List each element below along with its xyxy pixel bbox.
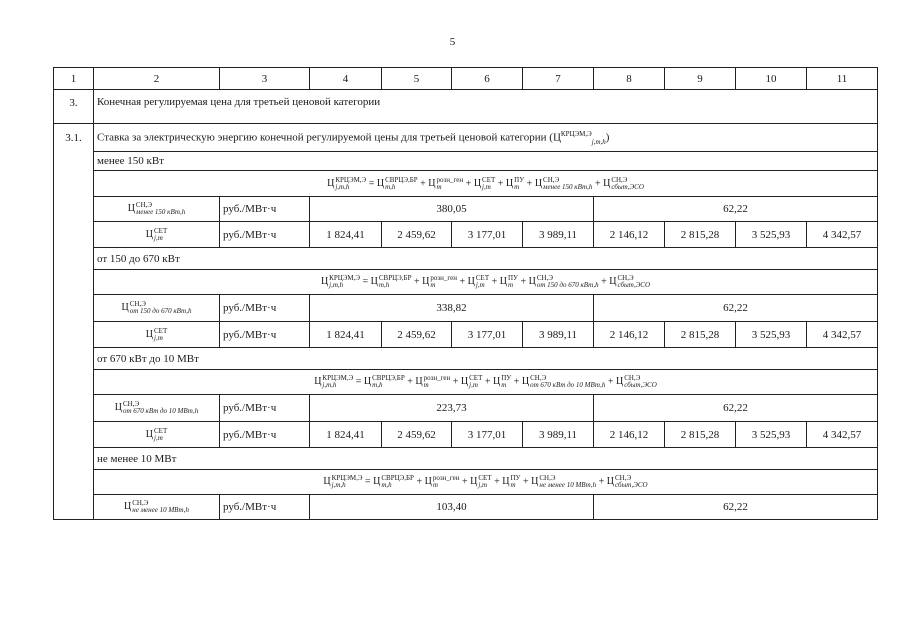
symbol-indices	[514, 177, 524, 191]
formula-symbol	[522, 376, 605, 387]
set-value: 2 815,28	[665, 222, 736, 248]
symbol-sub: m,h	[378, 281, 390, 289]
set-value: 1 824,41	[310, 222, 382, 248]
symbol-main: Ц	[327, 177, 335, 189]
symbol-sup: СЕТ	[469, 374, 483, 382]
symbol-main: Ц	[363, 376, 372, 388]
symbol-sup: СН,Э	[123, 400, 140, 408]
symbol-indices	[508, 275, 518, 289]
plus-sign: +	[413, 276, 420, 288]
formula-symbol	[314, 376, 353, 387]
sn-rate-label	[94, 295, 220, 322]
formula-symbol	[373, 476, 414, 487]
symbol-sup: СЕТ	[154, 426, 168, 435]
sn-rate-row	[54, 197, 878, 222]
formula-row	[54, 171, 878, 197]
formula-symbol	[607, 476, 648, 487]
symbol-main: Ц	[609, 276, 617, 288]
header-cell: 9	[665, 68, 736, 90]
symbol-main: Ц	[424, 476, 432, 488]
title-close: )	[605, 131, 610, 144]
section-number: 3.	[54, 90, 94, 124]
group-title-row	[54, 448, 878, 470]
unit-cell: руб./МВт·ч	[220, 222, 310, 248]
symbol-main: Ц	[422, 276, 430, 288]
formula-row	[54, 370, 878, 395]
set-value: 3 177,01	[452, 322, 523, 348]
symbol-sub: m	[507, 281, 514, 289]
symbol-indices	[332, 475, 363, 489]
section-title: Конечная регулируемая цена для третьей ценовой категории	[94, 90, 878, 124]
formula-symbol	[364, 376, 405, 387]
formula-symbol	[371, 276, 412, 287]
symbol-main: Ц	[127, 203, 135, 215]
set-value: 3 177,01	[452, 222, 523, 248]
plus-sign: +	[601, 276, 607, 288]
symbol-sub: j,m	[154, 333, 163, 342]
formula-symbol	[609, 276, 650, 287]
symbol-main: Ц	[534, 177, 543, 189]
plus-sign: +	[459, 276, 466, 288]
sn-rate-label	[94, 197, 220, 222]
symbol-indices	[482, 177, 495, 191]
formula-symbol	[500, 276, 518, 287]
symbol-sub: сбыт,ЭСО	[617, 281, 651, 289]
formula	[94, 270, 878, 295]
symbol-sup: СЕТ	[154, 326, 168, 335]
set-value: 2 459,62	[382, 322, 452, 348]
set-rate-row	[54, 222, 878, 248]
sn-rate-value: 103,40	[310, 495, 594, 520]
symbol-main: Ц	[320, 276, 329, 288]
symbol-main: Ц	[323, 476, 331, 488]
unit-cell: руб./МВт·ч	[220, 322, 310, 348]
set-value: 3 525,93	[736, 422, 807, 448]
symbol-sub: менее 150 кВт,h	[135, 208, 186, 216]
symbol-sup: СЕТ	[475, 274, 490, 282]
symbol-main: Ц	[467, 276, 475, 288]
symbol-main: Ц	[470, 476, 478, 488]
symbol-sub: не менее 10 МВт,h	[539, 481, 597, 489]
group-title-row	[54, 248, 878, 270]
plus-sign: +	[520, 276, 527, 288]
section-title-text: Ставка за электрическую энергию конечной регулируемой цены для третьей ценовой категории (Ц	[97, 131, 561, 144]
formula-symbol	[425, 476, 460, 487]
formula-row	[54, 270, 878, 295]
formula-symbol	[428, 175, 464, 191]
plus-sign: +	[420, 177, 426, 189]
symbol-sub: сбыт,ЭСО	[611, 182, 644, 191]
symbol-indices	[154, 328, 167, 342]
plus-sign: +	[465, 177, 472, 189]
group-title-row	[54, 348, 878, 370]
header-cell: 11	[807, 68, 878, 90]
formula-symbol	[534, 175, 593, 191]
symbol-sup: ПУ	[507, 274, 518, 282]
plus-sign: +	[526, 177, 533, 189]
symbol-main: Ц	[415, 376, 423, 388]
set-rate-label	[94, 222, 220, 248]
set-value: 3 525,93	[736, 222, 807, 248]
symbol-sub: от 670 кВт до 10 МВт,h	[530, 381, 606, 389]
symbol-indices	[437, 177, 464, 191]
formula-symbol	[461, 376, 482, 387]
section-3-row	[54, 90, 878, 124]
header-cell: 3	[220, 68, 310, 90]
symbol-main: Ц	[428, 177, 436, 189]
symbol-sup: СН,Э	[536, 274, 553, 282]
symbol-sup: СН,Э	[611, 175, 628, 184]
title-sup: КРЦЭМ,Э	[560, 129, 592, 138]
sn-rate-label	[94, 495, 220, 520]
plus-sign: +	[607, 376, 614, 388]
formula-symbol	[145, 226, 168, 242]
symbol-indices	[510, 475, 520, 489]
formula	[94, 470, 878, 495]
symbol-sup: СН,Э	[539, 474, 556, 482]
set-value: 2 146,12	[594, 222, 665, 248]
header-cell: 4	[310, 68, 382, 90]
symbol-sup: СН,Э	[543, 175, 560, 184]
symbol-main: Ц	[114, 402, 122, 414]
symbol-sub: m,h	[385, 182, 396, 191]
symbol-sup: КРЦЭМ,Э	[322, 374, 354, 382]
sn-rate-value: 223,73	[310, 395, 594, 422]
sn-rate-value: 338,82	[310, 295, 594, 322]
plus-sign: +	[594, 177, 601, 189]
symbol-indices	[130, 301, 192, 315]
symbol-indices	[478, 475, 491, 489]
symbol-sup: СН,Э	[615, 474, 632, 482]
symbol-main: Ц	[373, 476, 381, 488]
set-value: 3 989,11	[523, 322, 594, 348]
sn-rate-row	[54, 395, 878, 422]
symbol-sup: розн_ген	[432, 474, 460, 482]
symbol-sub: m,h	[372, 381, 383, 389]
symbol-sup: розн_ген	[430, 274, 457, 282]
symbol-indices	[543, 177, 592, 191]
symbol-main: Ц	[124, 501, 132, 513]
sn-rate-row	[54, 295, 878, 322]
formula-symbol	[124, 501, 189, 512]
symbol-indices	[154, 428, 167, 442]
section-title	[94, 124, 878, 152]
symbol-main: Ц	[473, 177, 482, 189]
plus-sign: +	[416, 476, 423, 488]
symbol-main: Ц	[615, 376, 624, 388]
symbol-sup: СЕТ	[154, 226, 168, 235]
group-title-row	[54, 152, 878, 171]
plus-sign: +	[491, 276, 498, 288]
symbol-indices	[537, 275, 599, 289]
symbol-indices	[430, 275, 457, 289]
symbol-sub: m	[430, 281, 436, 289]
group-title: от 150 до 670 кВт	[94, 248, 878, 270]
plus-sign: +	[461, 476, 468, 488]
symbol-sub: j,m,h	[335, 182, 350, 191]
symbol-indices	[617, 275, 650, 289]
set-value: 3 177,01	[452, 422, 523, 448]
set-rate-label	[94, 422, 220, 448]
symbol-sup: СВРЦЭ,БР	[385, 175, 418, 184]
symbol-indices	[132, 500, 189, 514]
symbol-sub: j,m,h	[331, 481, 346, 489]
set-rate-row	[54, 422, 878, 448]
symbol-indices	[615, 475, 648, 489]
symbol-sub: j,m	[478, 481, 488, 489]
set-value: 2 815,28	[665, 422, 736, 448]
symbol-main: Ц	[531, 476, 539, 488]
unit-cell: руб./МВт·ч	[220, 395, 310, 422]
symbol-sup: СВРЦЭ,БР	[378, 274, 412, 282]
symbol-sub: от 150 до 670 кВт,h	[129, 307, 192, 315]
symbol-sub: j,m	[469, 381, 478, 389]
symbol-sup: ПУ	[501, 374, 512, 382]
formula-symbol	[321, 276, 360, 287]
set-value: 1 824,41	[310, 322, 382, 348]
plus-sign: +	[513, 376, 520, 388]
unit-cell: руб./МВт·ч	[220, 295, 310, 322]
symbol-sup: СЕТ	[478, 474, 492, 482]
header-cell: 6	[452, 68, 523, 90]
unit-cell: руб./МВт·ч	[220, 422, 310, 448]
set-value: 2 815,28	[665, 322, 736, 348]
symbol-sub: от 150 до 670 кВт,h	[536, 281, 599, 289]
equals-sign: =	[362, 276, 369, 288]
symbol-indices	[433, 475, 460, 489]
symbol-indices	[385, 177, 418, 191]
symbol-main: Ц	[460, 376, 469, 388]
symbol-sup: ПУ	[510, 474, 521, 482]
plus-sign: +	[522, 476, 529, 488]
formula-symbol	[323, 476, 362, 487]
symbol-main: Ц	[145, 328, 153, 340]
group-title: не менее 10 МВт	[94, 448, 878, 470]
header-cell: 5	[382, 68, 452, 90]
symbol-sup: КРЦЭМ,Э	[335, 175, 367, 184]
formula-symbol	[145, 426, 168, 442]
symbol-sub: m	[501, 381, 507, 389]
symbol-sup: розн_ген	[423, 374, 451, 382]
symbol-sub: m,h	[381, 481, 392, 489]
symbol-sub: j,m	[482, 182, 491, 191]
symbol-indices	[136, 202, 185, 216]
header-cell: 2	[94, 68, 220, 90]
symbol-indices	[476, 275, 489, 289]
symbol-sub: m	[432, 481, 438, 489]
symbol-sup: СН,Э	[624, 374, 641, 382]
set-value: 2 146,12	[594, 422, 665, 448]
symbol-sup: ПУ	[514, 175, 525, 184]
symbol-sup: СН,Э	[132, 499, 149, 507]
equals-sign: =	[368, 177, 375, 189]
set-value: 3 989,11	[523, 422, 594, 448]
symbol-sub: j,m,h	[322, 381, 337, 389]
header-cell: 10	[736, 68, 807, 90]
symbol-sup: СВРЦЭ,БР	[381, 474, 414, 482]
set-value: 2 459,62	[382, 222, 452, 248]
symbol-indices	[424, 375, 451, 389]
symbol-main: Ц	[145, 228, 153, 240]
plus-sign: +	[598, 476, 605, 488]
formula-symbol	[422, 276, 457, 287]
symbol-main: Ц	[606, 476, 614, 488]
symbol-sup: СН,Э	[129, 300, 146, 308]
sbyt-value: 62,22	[594, 295, 878, 322]
symbol-sup: СН,Э	[530, 374, 547, 382]
symbol-sub: j,m	[154, 233, 163, 242]
group-title: от 670 кВт до 10 МВт	[94, 348, 878, 370]
formula-symbol	[502, 476, 520, 487]
formula-symbol	[468, 276, 489, 287]
plus-sign: +	[407, 376, 413, 388]
symbol-main: Ц	[493, 376, 501, 388]
symbol-main: Ц	[314, 376, 322, 388]
formula-symbol	[115, 402, 198, 413]
symbol-sup: СН,Э	[617, 274, 634, 282]
header-cell: 1	[54, 68, 94, 90]
section-31-row	[54, 124, 878, 152]
symbol-indices	[624, 375, 657, 389]
symbol-main: Ц	[505, 177, 514, 189]
symbol-sup: СН,Э	[135, 201, 153, 209]
formula-row	[54, 470, 878, 495]
sn-rate-value: 380,05	[310, 197, 594, 222]
formula-symbol	[505, 175, 525, 191]
formula-symbol	[531, 476, 596, 487]
symbol-indices	[539, 475, 596, 489]
symbol-sup: КРЦЭМ,Э	[329, 274, 361, 282]
header-row	[54, 68, 878, 90]
page-number: 5	[449, 36, 456, 48]
symbol-main: Ц	[521, 376, 530, 388]
symbol-sub: m	[510, 481, 516, 489]
symbol-sub: m	[436, 182, 442, 191]
set-value: 4 342,57	[807, 322, 878, 348]
formula	[94, 370, 878, 395]
formula	[94, 171, 878, 197]
symbol-indices	[379, 275, 412, 289]
symbol-indices	[322, 375, 353, 389]
plus-sign: +	[497, 177, 504, 189]
sn-rate-label	[94, 395, 220, 422]
symbol-main: Ц	[528, 276, 536, 288]
header-cell: 8	[594, 68, 665, 90]
formula-symbol	[122, 302, 192, 313]
tariff-table	[53, 67, 878, 520]
symbol-indices	[501, 375, 511, 389]
symbol-indices	[154, 228, 167, 242]
formula-symbol	[128, 203, 186, 214]
formula-symbol	[603, 175, 644, 191]
symbol-main: Ц	[121, 302, 129, 314]
symbol-sup: розн_ген	[436, 175, 464, 184]
section-number: 3.1.	[54, 124, 94, 520]
formula-symbol	[493, 376, 511, 387]
symbol-indices	[611, 177, 644, 191]
formula-symbol	[473, 175, 496, 191]
symbol-main: Ц	[370, 276, 378, 288]
set-value: 3 989,11	[523, 222, 594, 248]
set-rate-label	[94, 322, 220, 348]
set-value: 4 342,57	[807, 222, 878, 248]
symbol-sub: не менее 10 МВт,h	[132, 506, 189, 514]
formula-symbol	[616, 376, 657, 387]
symbol-sub: от 670 кВт до 10 МВт,h	[123, 407, 199, 415]
header-cell: 7	[523, 68, 594, 90]
symbol-indices	[469, 375, 482, 389]
symbol-sup: СЕТ	[482, 175, 496, 184]
unit-cell: руб./МВт·ч	[220, 495, 310, 520]
symbol-main: Ц	[499, 276, 507, 288]
formula-symbol	[327, 175, 367, 191]
symbol-indices	[335, 177, 366, 191]
sn-rate-row	[54, 495, 878, 520]
plus-sign: +	[494, 476, 500, 488]
symbol-sub: j,m,h	[329, 281, 344, 289]
symbol-main: Ц	[376, 177, 385, 189]
plus-sign: +	[484, 376, 491, 388]
symbol-indices	[381, 475, 414, 489]
symbol-indices	[123, 401, 198, 415]
symbol-indices	[329, 275, 360, 289]
sbyt-value: 62,22	[594, 495, 878, 520]
symbol-main: Ц	[502, 476, 510, 488]
symbol-sub: сбыт,ЭСО	[624, 381, 657, 389]
set-value: 2 146,12	[594, 322, 665, 348]
symbol-indices	[372, 375, 405, 389]
plus-sign: +	[452, 376, 459, 388]
equals-sign: =	[365, 476, 371, 488]
formula-symbol	[376, 175, 418, 191]
symbol-sub: менее 150 кВт,h	[543, 182, 593, 191]
set-value: 1 824,41	[310, 422, 382, 448]
set-value: 3 525,93	[736, 322, 807, 348]
sbyt-value: 62,22	[594, 395, 878, 422]
symbol-sub: j,m	[475, 281, 485, 289]
symbol-indices	[530, 375, 605, 389]
symbol-main: Ц	[603, 177, 611, 189]
formula-symbol	[415, 376, 450, 387]
formula-symbol	[145, 326, 168, 342]
group-title: менее 150 кВт	[94, 152, 878, 171]
formula-symbol	[529, 276, 599, 287]
title-sub: j,m,h	[591, 137, 606, 146]
symbol-sub: j,m	[154, 433, 163, 442]
formula-symbol	[470, 476, 491, 487]
set-value: 4 342,57	[807, 422, 878, 448]
set-rate-row	[54, 322, 878, 348]
symbol-sub: m	[514, 182, 520, 191]
symbol-sub: сбыт,ЭСО	[615, 481, 648, 489]
equals-sign: =	[355, 376, 362, 388]
unit-cell: руб./МВт·ч	[220, 197, 310, 222]
symbol-sub: m	[423, 381, 429, 389]
symbol-sup: СВРЦЭ,БР	[372, 374, 405, 382]
set-value: 2 459,62	[382, 422, 452, 448]
symbol-main: Ц	[145, 428, 153, 440]
symbol-sup: КРЦЭМ,Э	[331, 474, 363, 482]
sbyt-value: 62,22	[594, 197, 878, 222]
